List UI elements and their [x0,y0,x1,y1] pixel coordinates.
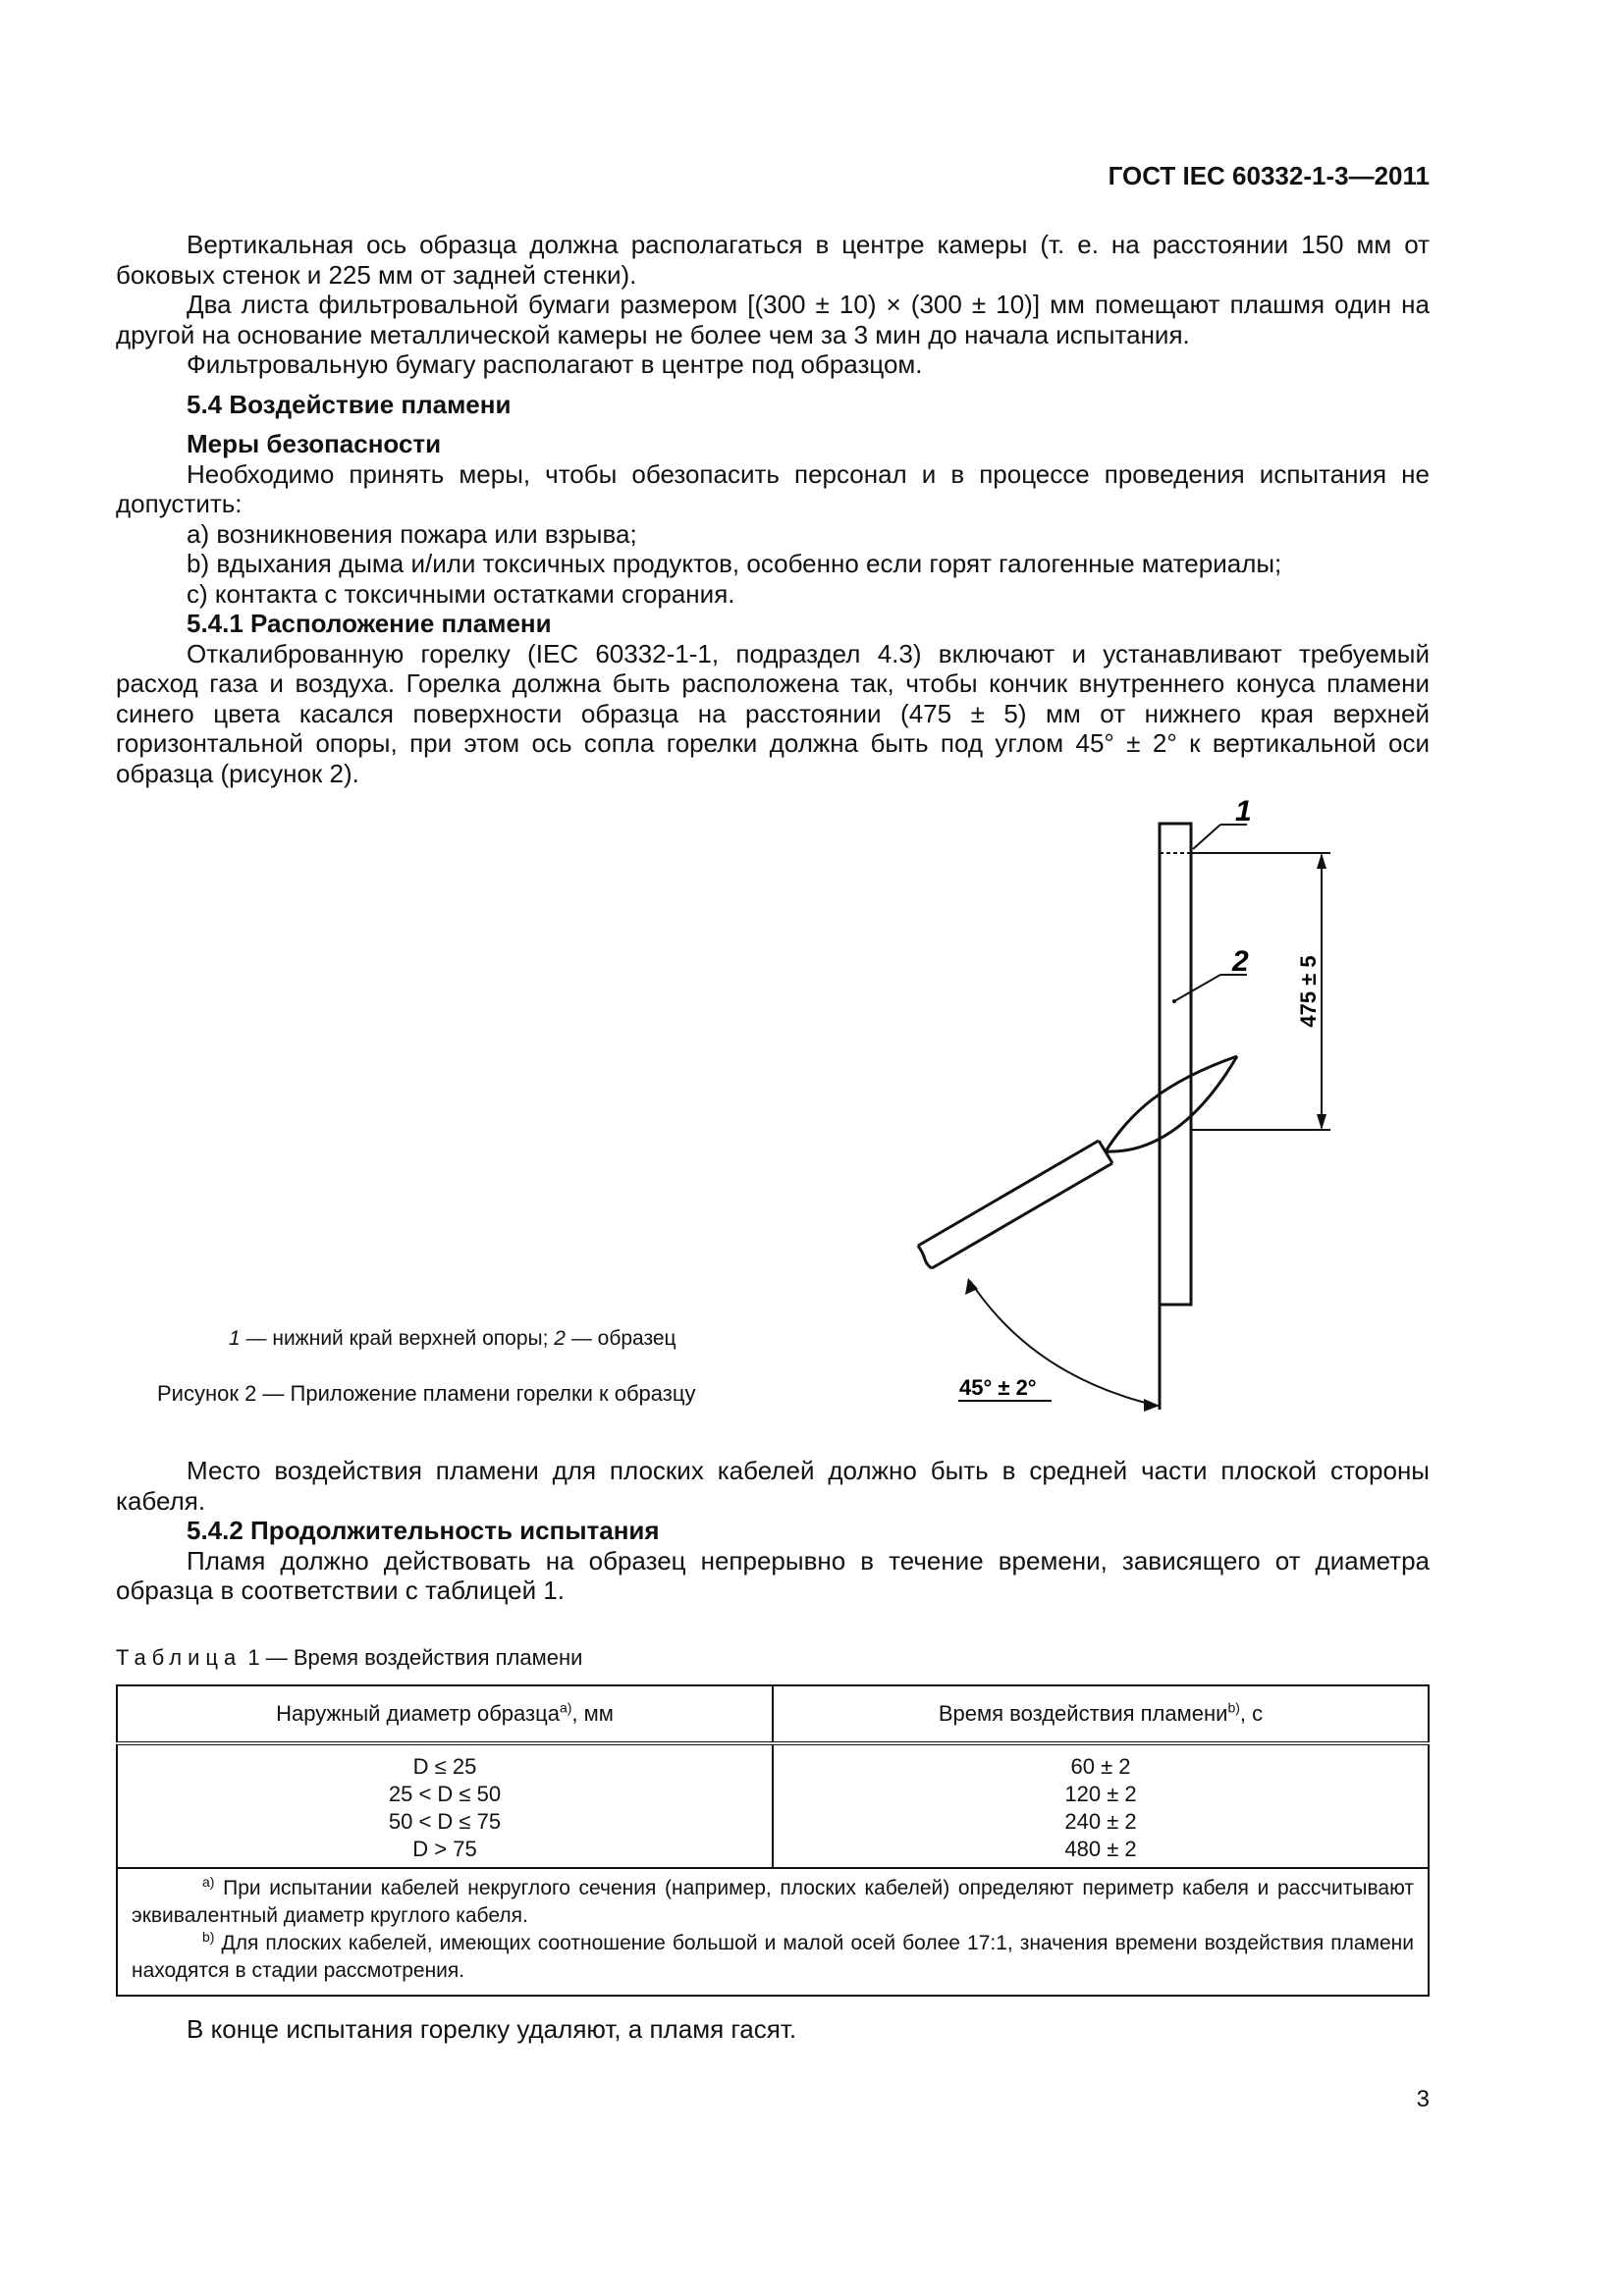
table-header-diameter: Наружный диаметр образца$^{a)}$, мм [117,1685,773,1743]
figure-legend [229,1324,676,1355]
dimension-arrow-top [1317,853,1326,869]
figure-label-1: 1 [1235,798,1252,828]
page-content [116,230,1430,2045]
page-number: 3 [1416,2086,1430,2112]
table-label: Таблица [116,1644,243,1670]
list-item: a) возникновения пожара или взрыва; [187,518,637,549]
section-heading-5-4: 5.4 Воздействие пламени [187,389,512,419]
figure-2 [116,798,1430,1456]
time-cell: 60 ± 2 120 ± 2 240 ± 2 480 ± 2 [773,1743,1429,1868]
angle-label: 45° ± 2° [959,1375,1037,1400]
section-heading-5-4-1: 5.4.1 Расположение пламени [187,609,552,638]
flame-application-diagram [116,798,1430,1456]
dimension-label: 475 ± 5 [1296,955,1321,1028]
figure-caption: Рисунок 2 — Приложение пламени горелки к образцу [157,1381,696,1406]
paragraph-axis: Вертикальная ось образца должна располагаться в центре камеры (т. е. на расстоянии 150 мм от боковых стенок и 225 мм от задней стенки). [116,230,1430,290]
leader-line-2 [1174,975,1220,1001]
flame-time-table [116,1684,1430,1997]
paragraph-flame-position: Откалиброванную горелку (IEC 60332-1-1, подраздел 4.3) включают и устанавливают требуемый расход газа и воздуха. Горелка должна быть расположена так, чтобы кончик внутреннего конуса пламени синего цвета касался поверхности образца на расстоянии (475 ± 5) мм от нижнего края верхней горизонтальной опоры, при этом ось сопла горелки должна быть под углом 45° ± 2° к вертикальной оси образца (рисунок 2). [116,638,1430,788]
table-title-text: 1 — Время воздействия пламени [242,1644,583,1670]
legend-text-1: — нижний край верхней опоры; [240,1327,555,1350]
paragraph-duration: Пламя должно действовать на образец непрерывно в течение времени, зависящего от диаметра образца в соответствии с таблицей 1. [116,1545,1430,1605]
paragraph-filter-center: Фильтровальную бумагу располагают в центре под образцом. [187,349,923,379]
table-row [117,1743,1429,1868]
diameter-cell: D ≤ 25 25 < D ≤ 50 50 < D ≤ 75 D > 75 [117,1743,773,1868]
leader-line-1 [1193,825,1220,849]
angle-arrow-top [965,1278,978,1295]
flame-lower-edge [1106,1056,1237,1151]
safety-text: Необходимо принять меры, чтобы обезопасить персонал и в процессе проведения испытания не допустить: [116,458,1430,518]
list-item: c) контакта с токсичными остатками сгорания. [187,578,735,609]
flame-upper-edge [1106,1056,1237,1151]
leader-dot-2 [1172,999,1176,1003]
table-notes-row [117,1868,1429,1996]
table-notes [117,1868,1429,1996]
figure-label-2: 2 [1232,945,1249,978]
burner-tube-upper [918,1141,1099,1246]
list-item: b) вдыхания дыма и/или токсичных продуктов, особенно если горят галогенные материалы; [187,549,1282,578]
table-note-b: $^{b)}$ Для плоских кабелей, имеющих соотношение большой и малой осей более 17:1, значения времени воздействия пламени находятся в стадии рассмотрения. [132,1929,1414,1982]
section-heading-5-4-2: 5.4.2 Продолжительность испытания [187,1516,660,1545]
table-header-row [117,1685,1429,1743]
safety-heading: Меры безопасности [187,429,442,458]
paragraph-filter-paper: Два листа фильтровальной бумаги размером [(300 ± 10) × (300 ± 10)] мм помещают плашмя один на другой на основание металлической камеры не более чем за 3 мин до начала испытания. [116,290,1430,349]
paragraph-final: В конце испытания горелку удаляют, а пламя гасят. [187,2014,797,2044]
legend-num-1: 1 [229,1327,241,1350]
table-note-a: $^{a)}$ При испытании кабелей некруглого сечения (например, плоских кабелей) определяют периметр кабеля и рассчитывают эквивалентный диаметр круглого кабеля. [132,1874,1414,1927]
legend-num-2: 2 [554,1327,566,1350]
burner-tube-break [918,1246,932,1268]
table-title [116,1643,1430,1674]
legend-text-2: — образец [565,1327,676,1350]
specimen-rect [1160,824,1191,1305]
table-header-time: Время воздействия пламени$^{b)}$, с [773,1685,1429,1743]
dimension-arrow-bottom [1317,1114,1326,1130]
paragraph-flat-cables: Место воздействия пламени для плоских кабелей должно быть в средней части плоской стороны кабеля. [116,1456,1430,1516]
angle-arrow-right [1144,1399,1160,1412]
document-header: ГОСТ IEC 60332-1-3—2011 [1108,161,1430,190]
burner-tube-lower [932,1163,1112,1268]
